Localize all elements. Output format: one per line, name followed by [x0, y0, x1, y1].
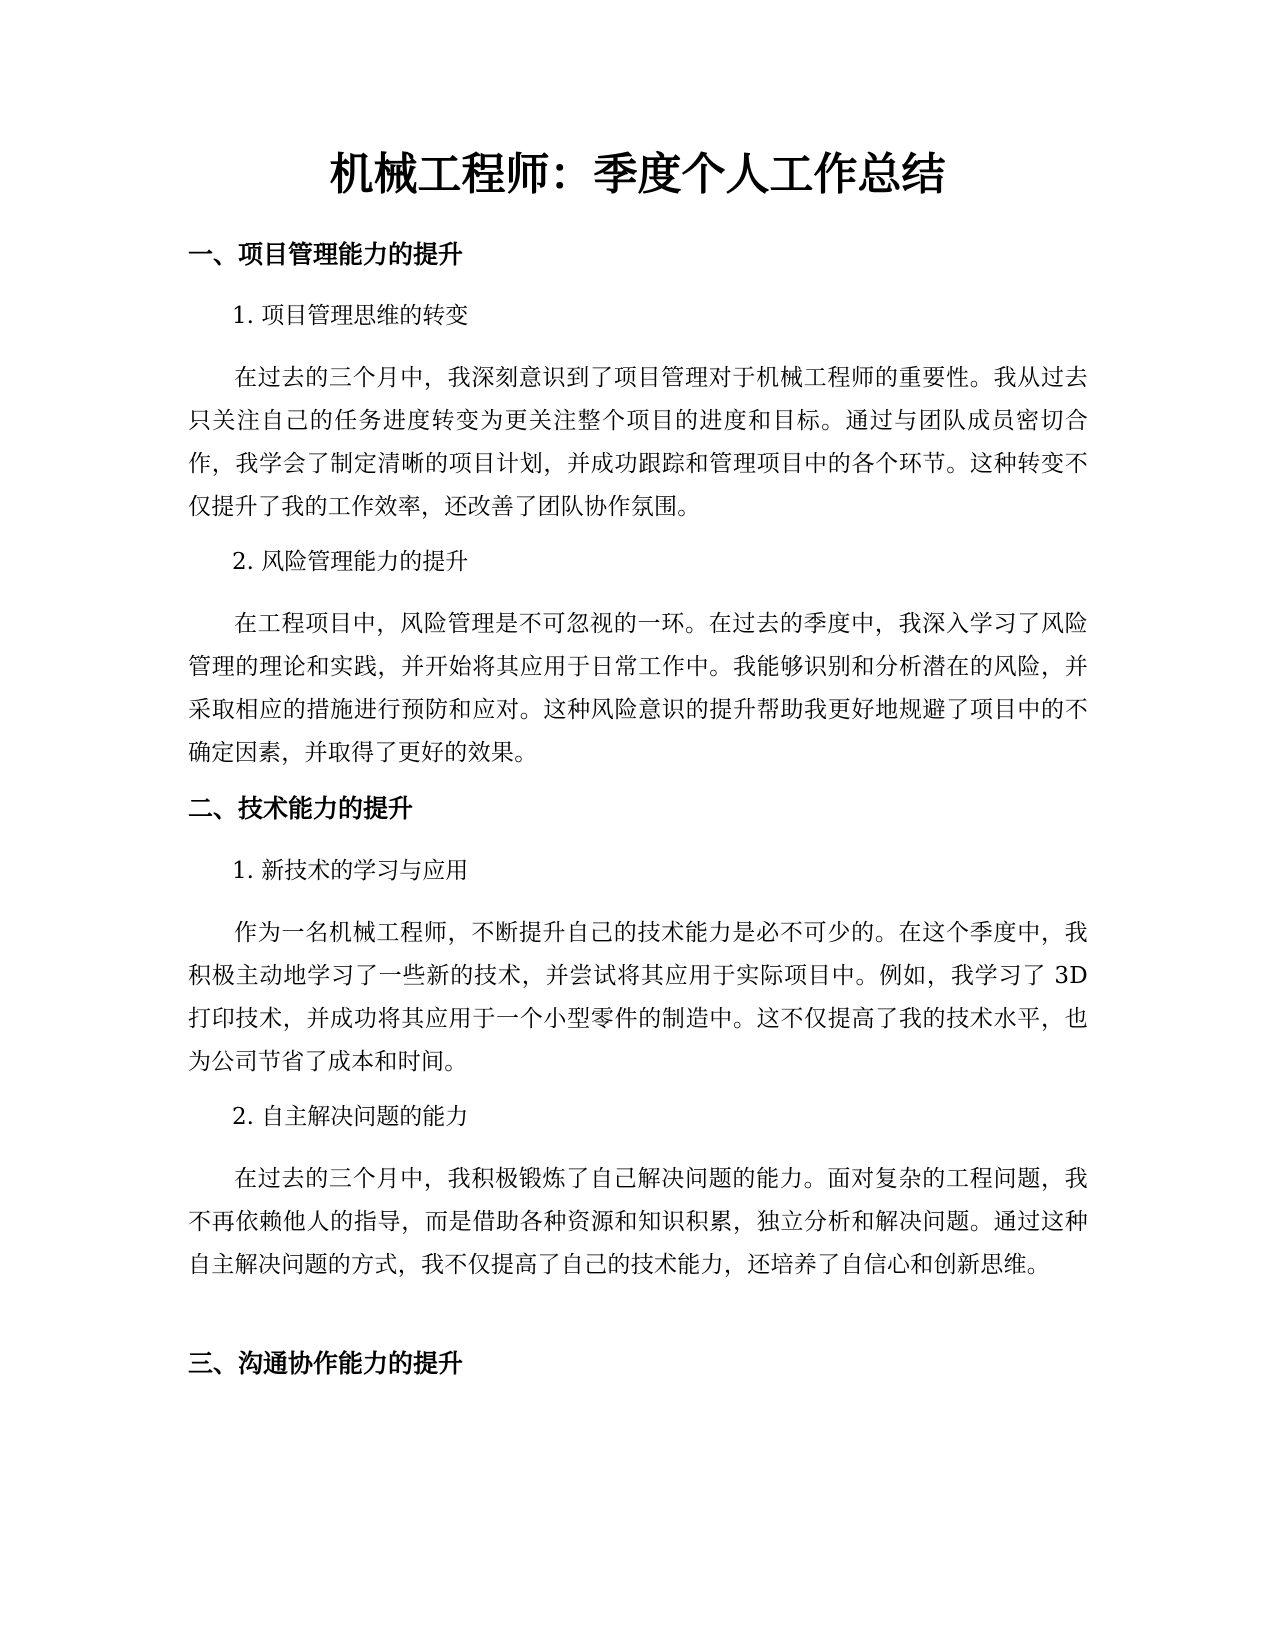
section-heading-3: 三、沟通协作能力的提升	[188, 1349, 464, 1378]
paragraph-1-1: 在过去的三个月中，我深刻意识到了项目管理对于机械工程师的重要性。我从过去只关注自己的任务进度转变为更关注整个项目的进度和目标。通过与团队成员密切合作，我学会了制定清晰的项目计划，并成功跟踪和管理项目中的各个环节。这种转变不仅提升了我的工作效率，还改善了团队协作氛围。	[188, 365, 1088, 520]
subheading-1-1: 1. 项目管理思维的转变	[232, 303, 469, 329]
section-heading-2: 二、技术能力的提升	[188, 794, 414, 823]
paragraph-1-2: 在工程项目中，风险管理是不可忽视的一环。在过去的季度中，我深入学习了风险管理的理论和实践，并开始将其应用于日常工作中。我能够识别和分析潜在的风险，并采取相应的措施进行预防和应对。这种风险意识的提升帮助我更好地规避了项目中的不确定因素，并取得了更好的效果。	[188, 611, 1088, 766]
paragraph-2-1: 作为一名机械工程师，不断提升自己的技术能力是必不可少的。在这个季度中，我积极主动地学习了一些新的技术，并尝试将其应用于实际项目中。例如，我学习了 3D 打印技术，并成功将其应用于一个小型零件的制造中。这不仅提高了我的技术水平，也为公司节省了成本和时间。	[188, 920, 1088, 1075]
paragraph-2-2: 在过去的三个月中，我积极锻炼了自己解决问题的能力。面对复杂的工程问题，我不再依赖他人的指导，而是借助各种资源和知识积累，独立分析和解决问题。通过这种自主解决问题的方式，我不仅提高了自己的技术能力，还培养了自信心和创新思维。	[188, 1166, 1088, 1278]
subheading-1-2: 2. 风险管理能力的提升	[232, 549, 469, 575]
document-title: 机械工程师：季度个人工作总结	[329, 149, 946, 200]
subheading-2-1: 1. 新技术的学习与应用	[232, 858, 469, 884]
subheading-2-2: 2. 自主解决问题的能力	[232, 1104, 469, 1130]
section-heading-1: 一、项目管理能力的提升	[188, 240, 464, 269]
